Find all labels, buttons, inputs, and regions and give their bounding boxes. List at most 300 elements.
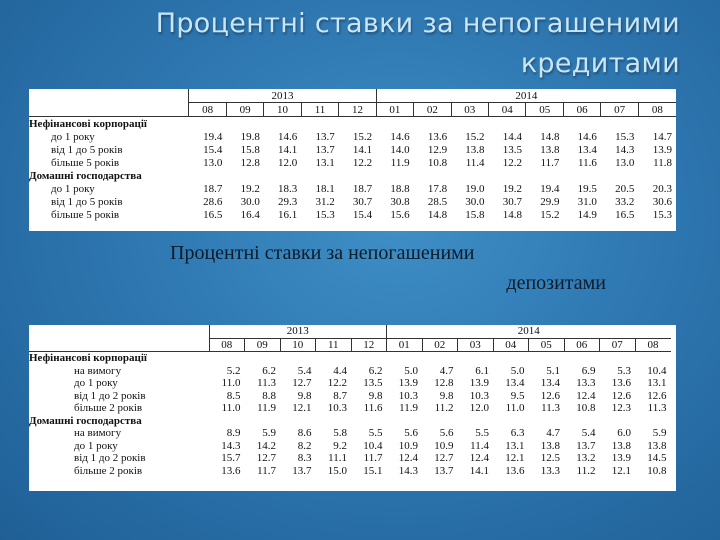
month-header: 03: [458, 338, 494, 352]
month-header: 08: [638, 103, 676, 117]
rate-value: 10.8: [647, 464, 667, 477]
empty-cell: [316, 415, 352, 428]
loans-table-panel: [29, 89, 676, 231]
rate-value: 12.8: [240, 156, 260, 169]
rate-value: 5.1: [546, 364, 560, 377]
rate-value: 12.2: [352, 156, 373, 169]
rate-value: 4.4: [333, 364, 347, 377]
rate-value: 19.4: [540, 182, 560, 195]
rate-value: 15.2: [352, 130, 373, 143]
deposits-table-panel: [29, 325, 676, 491]
rate-value: 11.9: [257, 402, 276, 415]
rate-value: 5.2: [226, 364, 241, 377]
rate-value: 12.7: [434, 452, 454, 465]
rate-value: 5.9: [262, 427, 276, 440]
rate-value: 14.0: [390, 143, 410, 156]
rate-value: 14.5: [647, 452, 667, 465]
month-header: 07: [601, 103, 638, 117]
rate-value: 13.9: [652, 143, 672, 156]
month-header: 10: [264, 103, 301, 117]
corner-cell: [29, 325, 209, 338]
rate-value: 13.9: [611, 452, 631, 465]
rate-value: 15.7: [221, 452, 241, 465]
rate-value: 11.3: [541, 402, 560, 415]
empty-cell: [564, 415, 600, 428]
empty-cell: [351, 415, 387, 428]
rate-value: 13.8: [465, 143, 485, 156]
rate-value: 13.1: [315, 156, 335, 169]
rate-value: 15.2: [540, 208, 560, 221]
empty-cell: [526, 169, 563, 182]
month-header-row: [29, 103, 676, 117]
empty-cell: [376, 169, 413, 182]
month-header: 12: [351, 338, 387, 352]
rate-value: 5.9: [652, 427, 667, 440]
rate-value: 11.0: [505, 402, 525, 415]
rate-value: 15.6: [390, 208, 410, 221]
rate-value: 14.8: [502, 208, 522, 221]
rate-value: 13.8: [540, 143, 560, 156]
rate-value: 13.0: [203, 156, 223, 169]
empty-cell: [493, 352, 529, 365]
rate-value: 12.7: [292, 377, 312, 390]
empty-cell: [529, 352, 565, 365]
rate-value: 12.0: [278, 156, 298, 169]
rate-value: 15.3: [615, 130, 635, 143]
rate-value: 14.3: [398, 464, 418, 477]
rate-value: 30.0: [240, 195, 260, 208]
rate-value: 6.1: [475, 364, 489, 377]
rate-value: 4.7: [439, 364, 454, 377]
rate-value: 13.4: [505, 377, 525, 390]
loans-rates-table: [29, 89, 676, 221]
empty-cell: [226, 169, 263, 182]
rate-value: 11.7: [363, 452, 383, 465]
rate-value: 5.8: [333, 427, 347, 440]
rate-value: 16.5: [615, 208, 635, 221]
rate-value: 12.1: [505, 452, 525, 465]
section-heading-row: [29, 117, 676, 131]
month-header: 05: [526, 103, 563, 117]
month-header: 07: [600, 338, 636, 352]
corner-cell: [29, 338, 209, 352]
month-header: 06: [563, 103, 600, 117]
table-row: [29, 143, 676, 156]
rate-value: 6.2: [262, 364, 276, 377]
empty-cell: [189, 117, 226, 131]
rate-value: 9.8: [439, 389, 454, 402]
section-heading: Нефінансові корпорації: [29, 117, 147, 130]
rate-value: 12.9: [427, 143, 448, 156]
year-2014-header: 2014: [387, 325, 671, 338]
rate-value: 13.1: [505, 439, 525, 452]
empty-cell: [376, 117, 413, 131]
rate-value: 5.6: [439, 427, 454, 440]
rate-value: 12.4: [398, 452, 418, 465]
rate-value: 6.0: [617, 427, 631, 440]
month-header: 08: [209, 338, 245, 352]
month-header: 02: [414, 103, 451, 117]
empty-cell: [529, 415, 565, 428]
rate-value: 18.1: [315, 182, 335, 195]
rate-value: 8.8: [262, 389, 276, 402]
section-heading: Нефінансові корпорації: [29, 352, 147, 365]
rate-value: 13.7: [315, 143, 335, 156]
table-row: [29, 465, 671, 478]
empty-cell: [226, 117, 263, 131]
rate-value: 13.9: [469, 377, 489, 390]
rate-value: 20.5: [615, 182, 635, 195]
rate-value: 8.6: [297, 427, 312, 440]
table-row: [29, 156, 676, 169]
rate-value: 30.0: [465, 195, 485, 208]
rate-value: 15.3: [652, 208, 672, 221]
empty-cell: [526, 117, 563, 131]
row-label: від 1 до 5 років: [51, 195, 123, 208]
rate-value: 19.2: [240, 182, 260, 195]
rate-value: 11.2: [434, 402, 454, 415]
month-header: 06: [564, 338, 600, 352]
section-heading-row: [29, 352, 671, 365]
rate-value: 14.7: [652, 130, 672, 143]
rate-value: 30.7: [502, 195, 522, 208]
rate-value: 18.8: [390, 182, 410, 195]
empty-cell: [351, 352, 387, 365]
rate-value: 11.1: [328, 452, 347, 465]
empty-cell: [489, 117, 526, 131]
rate-value: 33.2: [615, 195, 635, 208]
table-row: [29, 130, 676, 143]
rate-value: 13.4: [540, 377, 560, 390]
empty-cell: [635, 352, 671, 365]
rate-value: 11.0: [221, 377, 241, 390]
rate-value: 14.8: [540, 130, 560, 143]
rate-value: 14.9: [577, 208, 597, 221]
empty-cell: [414, 117, 451, 131]
rate-value: 31.0: [577, 195, 597, 208]
empty-cell: [635, 415, 671, 428]
rate-value: 8.9: [226, 427, 241, 440]
month-header: 11: [301, 103, 338, 117]
rate-value: 15.0: [327, 464, 347, 477]
row-label: більше 5 років: [51, 208, 120, 221]
empty-cell: [601, 169, 638, 182]
rate-value: 9.2: [333, 439, 347, 452]
rate-value: 13.8: [647, 439, 667, 452]
rate-value: 9.8: [368, 389, 383, 402]
rate-value: 19.2: [502, 182, 522, 195]
row-label: на вимогу: [74, 364, 122, 377]
rate-value: 18.3: [278, 182, 298, 195]
table-row: [29, 365, 671, 378]
empty-cell: [245, 352, 281, 365]
deposits-rates-table: [29, 325, 671, 477]
empty-cell: [601, 117, 638, 131]
rate-value: 5.6: [404, 427, 418, 440]
rate-value: 5.4: [581, 427, 596, 440]
rate-value: 6.3: [510, 427, 525, 440]
table-row: [29, 195, 676, 208]
rate-value: 12.2: [502, 156, 522, 169]
rate-value: 14.1: [469, 464, 489, 477]
rate-value: 4.7: [546, 427, 560, 440]
rate-value: 10.8: [427, 156, 448, 169]
rate-value: 11.3: [257, 377, 276, 390]
rate-value: 13.7: [292, 464, 312, 477]
rate-value: 14.6: [577, 130, 597, 143]
empty-cell: [339, 169, 376, 182]
rate-value: 11.4: [470, 439, 489, 452]
empty-cell: [280, 415, 316, 428]
rate-value: 13.7: [434, 464, 454, 477]
deposits-subtitle-line1: Процентні ставки за непогашеними: [170, 242, 475, 264]
month-header: 09: [226, 103, 263, 117]
rate-value: 14.3: [615, 143, 635, 156]
year-2014-header: 2014: [376, 89, 676, 103]
month-header: 01: [387, 338, 423, 352]
month-header: 02: [422, 338, 458, 352]
rate-value: 12.8: [434, 377, 454, 390]
empty-cell: [563, 117, 600, 131]
corner-cell: [29, 103, 189, 117]
rate-value: 15.3: [315, 208, 335, 221]
rate-value: 8.3: [297, 452, 312, 465]
rate-value: 15.4: [203, 143, 223, 156]
rate-value: 20.3: [652, 182, 672, 195]
month-header: 12: [339, 103, 376, 117]
rate-value: 18.7: [203, 182, 223, 195]
section-heading: Домашні господарства: [29, 414, 142, 427]
rate-value: 28.6: [203, 195, 223, 208]
rate-value: 13.7: [576, 439, 596, 452]
rate-value: 12.2: [327, 377, 347, 390]
section-heading-row: [29, 169, 676, 182]
rate-value: 30.7: [352, 195, 373, 208]
month-header: 04: [493, 338, 529, 352]
rate-value: 13.9: [398, 377, 418, 390]
empty-cell: [387, 415, 423, 428]
rate-value: 16.4: [240, 208, 260, 221]
table-row: [29, 377, 671, 390]
empty-cell: [245, 415, 281, 428]
rate-value: 13.7: [315, 130, 335, 143]
rate-value: 12.6: [540, 389, 560, 402]
empty-cell: [563, 169, 600, 182]
row-label: від 1 до 2 років: [74, 452, 146, 465]
table-row: [29, 208, 676, 221]
rate-value: 28.5: [427, 195, 448, 208]
rate-value: 13.6: [505, 464, 525, 477]
rate-value: 12.1: [611, 464, 631, 477]
table-row: [29, 402, 671, 415]
rate-value: 11.6: [363, 402, 383, 415]
rate-value: 11.2: [576, 464, 596, 477]
empty-cell: [600, 352, 636, 365]
rate-value: 13.5: [363, 377, 383, 390]
rate-value: 29.9: [540, 195, 560, 208]
month-header: 11: [316, 338, 352, 352]
empty-cell: [301, 169, 338, 182]
table-row: [29, 182, 676, 195]
table-row: [29, 440, 671, 453]
rate-value: 12.6: [647, 389, 667, 402]
month-header-row: [29, 338, 671, 352]
rate-value: 15.2: [465, 130, 485, 143]
month-header: 01: [376, 103, 413, 117]
empty-cell: [280, 352, 316, 365]
row-label: до 1 року: [74, 439, 118, 452]
empty-cell: [451, 169, 488, 182]
month-header: 09: [245, 338, 281, 352]
empty-cell: [600, 415, 636, 428]
rate-value: 10.3: [398, 389, 418, 402]
deposits-subtitle: [170, 238, 606, 298]
month-header: 04: [489, 103, 526, 117]
empty-cell: [264, 169, 301, 182]
row-label: до 1 року: [74, 377, 118, 390]
rate-value: 13.3: [576, 377, 596, 390]
month-header: 03: [451, 103, 488, 117]
row-label: до 1 року: [51, 130, 95, 143]
empty-cell: [301, 117, 338, 131]
rate-value: 8.5: [226, 389, 241, 402]
rate-value: 5.5: [475, 427, 489, 440]
row-label: більше 2 років: [74, 402, 143, 415]
year-header-row: [29, 325, 671, 338]
rate-value: 30.6: [652, 195, 672, 208]
month-header: 05: [529, 338, 565, 352]
rate-value: 5.4: [297, 364, 312, 377]
slide-title-line2: кредитами: [520, 48, 680, 79]
rate-value: 16.1: [278, 208, 298, 221]
rate-value: 11.7: [257, 464, 276, 477]
slide-title-line1: Процентні ставки за непогашеними: [155, 8, 680, 39]
empty-cell: [387, 352, 423, 365]
rate-value: 14.1: [278, 143, 298, 156]
rate-value: 15.4: [352, 208, 373, 221]
rate-value: 13.3: [540, 464, 560, 477]
empty-cell: [564, 352, 600, 365]
row-label: більше 2 років: [74, 464, 143, 477]
corner-cell: [29, 89, 189, 103]
rate-value: 11.9: [390, 156, 410, 169]
rate-value: 11.6: [578, 156, 597, 169]
rate-value: 6.2: [368, 364, 383, 377]
rate-value: 10.8: [576, 402, 596, 415]
rate-value: 15.8: [240, 143, 260, 156]
rate-value: 18.7: [352, 182, 373, 195]
section-heading-row: [29, 415, 671, 428]
rate-value: 12.5: [540, 452, 560, 465]
rate-value: 8.2: [297, 439, 312, 452]
empty-cell: [339, 117, 376, 131]
row-label: більше 5 років: [51, 156, 120, 169]
rate-value: 11.7: [540, 156, 560, 169]
empty-cell: [316, 352, 352, 365]
rate-value: 13.5: [502, 143, 522, 156]
year-2013-header: 2013: [189, 89, 376, 103]
row-label: на вимогу: [74, 427, 122, 440]
empty-cell: [422, 352, 458, 365]
rate-value: 15.8: [465, 208, 485, 221]
table-row: [29, 390, 671, 403]
table-row: [29, 427, 671, 440]
rate-value: 14.1: [352, 143, 373, 156]
rate-value: 11.8: [653, 156, 672, 169]
year-2013-header: 2013: [209, 325, 387, 338]
deposits-subtitle-line2: депозитами: [506, 272, 606, 294]
rate-value: 12.6: [611, 389, 631, 402]
rate-value: 13.8: [540, 439, 560, 452]
rate-value: 14.2: [256, 439, 276, 452]
empty-cell: [422, 415, 458, 428]
rate-value: 10.4: [363, 439, 383, 452]
rate-value: 17.8: [427, 182, 448, 195]
rate-value: 13.2: [576, 452, 596, 465]
rate-value: 13.0: [615, 156, 635, 169]
rate-value: 14.3: [221, 439, 241, 452]
rate-value: 13.6: [221, 464, 241, 477]
rate-value: 5.0: [404, 364, 418, 377]
rate-value: 5.5: [368, 427, 383, 440]
rate-value: 13.6: [427, 130, 448, 143]
empty-cell: [638, 117, 676, 131]
table-row: [29, 452, 671, 465]
rate-value: 16.5: [203, 208, 223, 221]
rate-value: 10.9: [434, 439, 454, 452]
rate-value: 12.7: [256, 452, 276, 465]
rate-value: 5.0: [510, 364, 525, 377]
rate-value: 9.8: [297, 389, 312, 402]
empty-cell: [264, 117, 301, 131]
rate-value: 12.3: [611, 402, 631, 415]
empty-cell: [489, 169, 526, 182]
rate-value: 29.3: [278, 195, 298, 208]
rate-value: 9.5: [510, 389, 525, 402]
rate-value: 11.9: [399, 402, 418, 415]
rate-value: 12.4: [469, 452, 489, 465]
slide-title: [40, 4, 680, 84]
rate-value: 19.8: [240, 130, 260, 143]
empty-cell: [458, 415, 494, 428]
rate-value: 10.3: [327, 402, 347, 415]
rate-value: 13.4: [577, 143, 597, 156]
empty-cell: [414, 169, 451, 182]
empty-cell: [189, 169, 226, 182]
rate-value: 31.2: [315, 195, 335, 208]
rate-value: 14.4: [502, 130, 522, 143]
rate-value: 14.8: [427, 208, 448, 221]
rate-value: 14.6: [390, 130, 410, 143]
row-label: до 1 року: [51, 182, 95, 195]
rate-value: 10.9: [398, 439, 418, 452]
rate-value: 5.3: [617, 364, 631, 377]
month-header: 08: [189, 103, 226, 117]
row-label: від 1 до 5 років: [51, 143, 123, 156]
month-header: 10: [280, 338, 316, 352]
rate-value: 11.0: [221, 402, 241, 415]
rate-value: 13.6: [611, 377, 631, 390]
rate-value: 19.0: [465, 182, 485, 195]
section-heading: Домашні господарства: [29, 169, 142, 182]
rate-value: 12.4: [576, 389, 596, 402]
empty-cell: [451, 117, 488, 131]
rate-value: 30.8: [390, 195, 410, 208]
rate-value: 12.1: [292, 402, 312, 415]
empty-cell: [458, 352, 494, 365]
empty-cell: [209, 352, 245, 365]
rate-value: 8.7: [333, 389, 347, 402]
